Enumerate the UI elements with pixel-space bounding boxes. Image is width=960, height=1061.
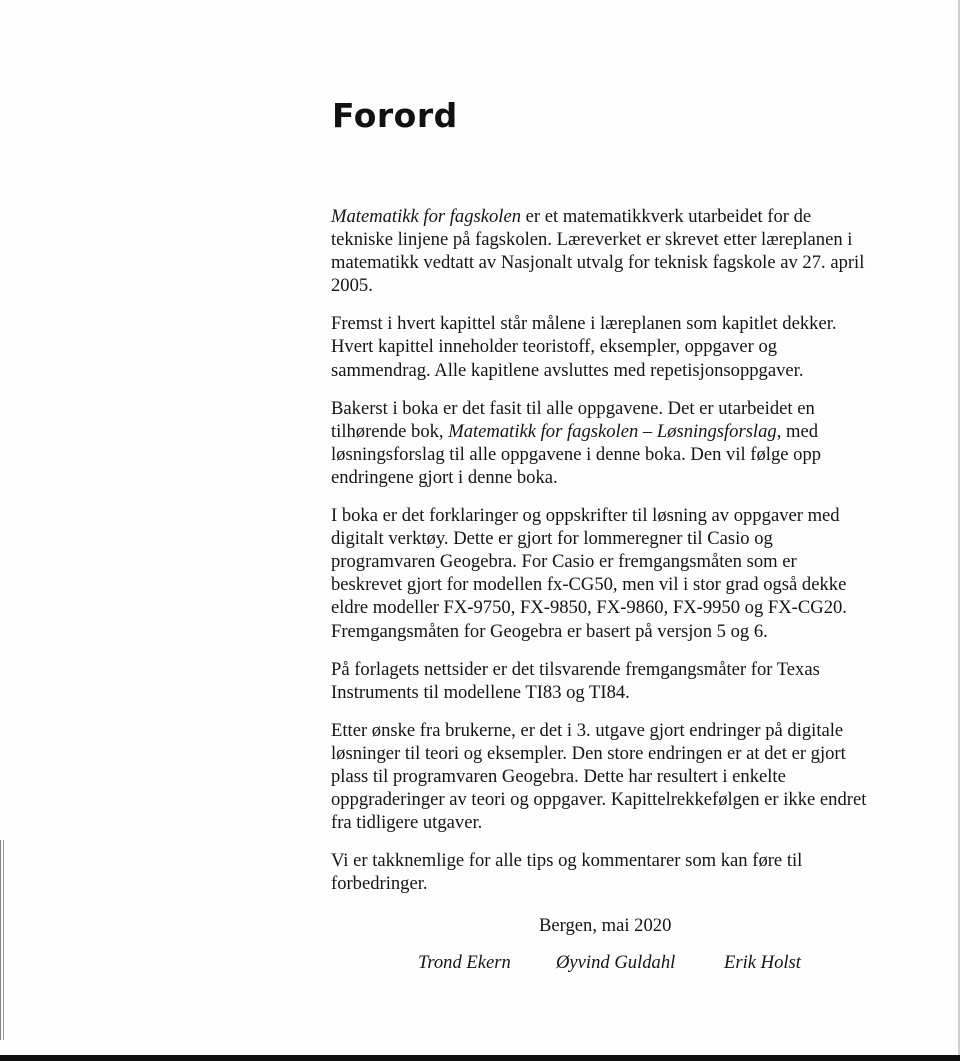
book-title: Matematikk for fagskolen — [331, 206, 522, 227]
author-name: Erik Holst — [724, 952, 801, 973]
paragraph-publisher-site: På forlagets nettsider er det tilsvarende fremgangsmåter for Texas Instruments til modellene TI83 og TI84. — [331, 658, 820, 703]
paragraph-thanks: Vi er takknemlige for alle tips og kommentarer som kan føre til forbedringer. — [331, 850, 803, 895]
scan-bottom-edge — [0, 1055, 960, 1061]
author-name: Trond Ekern — [418, 952, 511, 973]
preface-body — [331, 205, 871, 910]
paragraph-answers — [331, 397, 871, 489]
paragraph-chapters: Fremst i hvert kapittel står målene i læreplanen som kapitlet dekker. Hvert kapittel inneholder teoristoff, eksempler, oppgaver og sammendrag. Alle kapitlene avsluttes med repetisjonsoppgaver. — [331, 313, 837, 381]
place-date: Bergen, mai 2020 — [539, 915, 672, 936]
author-name: Øyvind Guldahl — [556, 952, 676, 973]
paragraph-answers-text-start: Bakerst i boka er det fasit til alle oppgavene. Det er utarbeidet en tilhørende bok, — [331, 397, 815, 442]
paragraph-answers-text-end: , med løsningsforslag til alle oppgavene i denne boka. Den vil følge opp endringene gjort i denne boka. — [331, 420, 822, 488]
companion-book-title: Matematikk for fagskolen – Løsningsforslag — [448, 420, 777, 442]
scan-binding-mark — [0, 840, 8, 1040]
paragraph-third-edition: Etter ønske fra brukerne, er det i 3. utgave gjort endringer på digitale løsninger til teori og eksempler. Den store endringen er at det er gjort plass til programvaren Geogebra. Dette har resultert i enkelte oppgraderinger av teori og oppgaver. Kapittelrekkefølgen er ikke endret fra tidligere utgaver. — [331, 719, 867, 834]
paragraph-intro-text: er et matematikkverk utarbeidet for de tekniske linjene på fagskolen. Læreverket er skrevet etter læreplanen i matematikk vedtatt av Nasjonalt utvalg for teknisk fagskole av 27. april 2005. — [331, 206, 865, 297]
page-title: Forord — [332, 96, 458, 135]
paragraph-intro — [331, 205, 871, 297]
paragraph-digital-tools: I boka er det forklaringer og oppskrifter til løsning av oppgaver med digitalt verktøy. Dette er gjort for lommeregner til Casio og programvaren Geogebra. For Casio er fremgangsmåten som er beskrevet gjort for modellen fx-CG50, men vil i stor grad også dekke eldre modeller FX-9750, FX-9850, FX-9860, FX-9950 og FX-CG20. Fremgangsmåten for Geogebra er basert på versjon 5 og 6. — [331, 505, 847, 642]
